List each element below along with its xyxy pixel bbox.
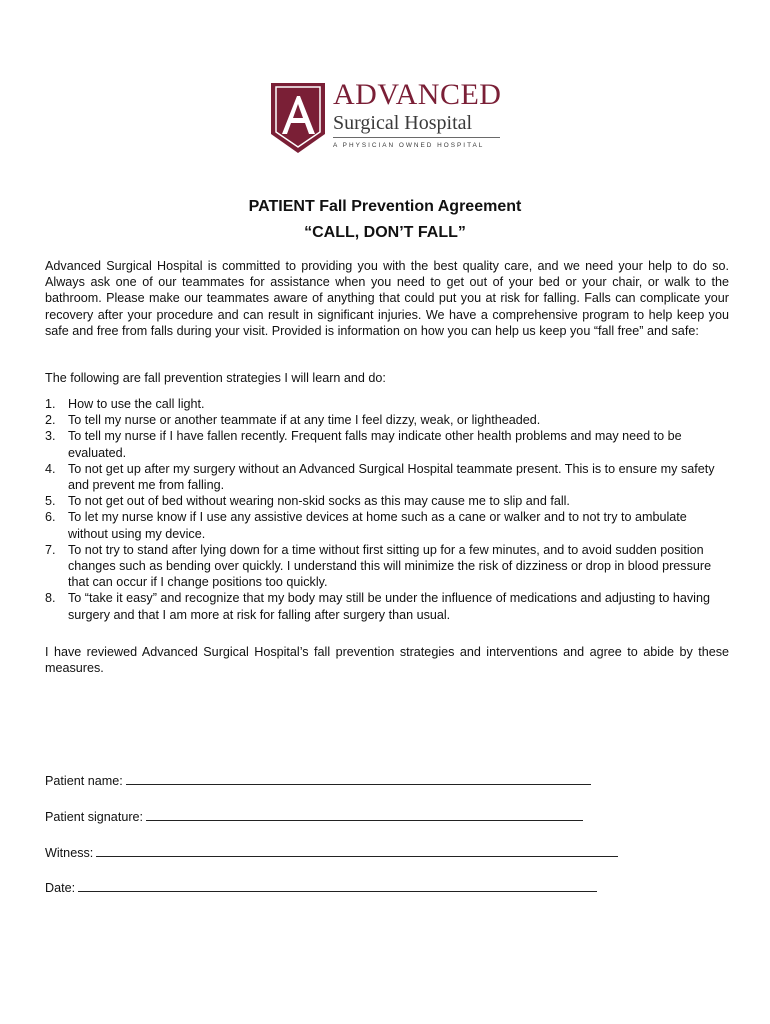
list-item: 6. To let my nurse know if I use any assistive devices at home such as a cane or walker and to not try to ambulate without using my device. bbox=[45, 510, 687, 541]
document-title: PATIENT Fall Prevention Agreement bbox=[248, 198, 522, 215]
date-line[interactable] bbox=[78, 879, 597, 892]
logo-wordmark-primary: ADVANCED bbox=[333, 78, 502, 111]
intro-paragraph: Advanced Surgical Hospital is committed to providing you with the best quality care, and we need your help to do so. Always ask one of our teammates for assistance when you need to get out of your bed or your chair, or walk to the bathroom. Please make our teammates aware of anything that could put you at risk for falling. Falls can complicate your recovery after your procedure and can result in significant injuries. We have a comprehensive program to help keep you safe and free from falls during your visit. Provided is information on how you can help us keep you “fall free” and safe: bbox=[45, 259, 729, 338]
date-field[interactable] bbox=[45, 879, 597, 896]
logo-wordmark-secondary: Surgical Hospital bbox=[333, 112, 473, 134]
strategy-list bbox=[45, 396, 729, 623]
list-item: 2. To tell my nurse or another teammate if at any time I feel dizzy, weak, or lightheaded. bbox=[45, 413, 541, 428]
witness-field[interactable] bbox=[45, 844, 618, 861]
patient-signature-field[interactable] bbox=[45, 808, 583, 825]
patient-signature-label: Patient signature: bbox=[45, 810, 144, 824]
patient-name-field[interactable] bbox=[45, 772, 591, 789]
patient-name-label: Patient name: bbox=[45, 774, 123, 788]
list-item: 8. To “take it easy” and recognize that my body may still be under the influence of medications and adjusting to having surgery and that I am more at risk for falling after surgery than usual. bbox=[45, 591, 710, 622]
witness-label: Witness: bbox=[45, 846, 94, 860]
list-intro: The following are fall prevention strategies I will learn and do: bbox=[45, 371, 386, 385]
witness-line[interactable] bbox=[96, 844, 618, 857]
patient-signature-line[interactable] bbox=[146, 808, 583, 821]
logo-tagline: A PHYSICIAN OWNED HOSPITAL bbox=[333, 142, 485, 149]
logo-divider bbox=[333, 137, 500, 138]
list-item: 3. To tell my nurse if I have fallen recently. Frequent falls may indicate other health problems and may need to be evaluated. bbox=[45, 429, 682, 460]
list-item: 5. To not get out of bed without wearing non-skid socks as this may cause me to slip and fall. bbox=[45, 494, 570, 509]
hospital-logo bbox=[270, 78, 510, 156]
date-label: Date: bbox=[45, 881, 76, 895]
patient-name-line[interactable] bbox=[126, 772, 591, 785]
list-item: 4. To not get up after my surgery without an Advanced Surgical Hospital teammate present. This is to ensure my safety and prevent me from falling. bbox=[45, 461, 715, 493]
document-subtitle: “CALL, DON’T FALL” bbox=[304, 224, 466, 241]
list-item: 7. To not try to stand after lying down for a time without first sitting up for a few minutes, and to avoid sudden position changes such as bending over quickly. I understand this will minimize the risk of dizziness or drop in blood pressure that can occur if I change positions too quickly. bbox=[45, 542, 712, 590]
agreement-paragraph: I have reviewed Advanced Surgical Hospital’s fall prevention strategies and interventions and agree to abide by these measures. bbox=[45, 645, 729, 676]
list-item: 1. How to use the call light. bbox=[45, 397, 205, 411]
shield-logo-icon bbox=[270, 82, 326, 154]
